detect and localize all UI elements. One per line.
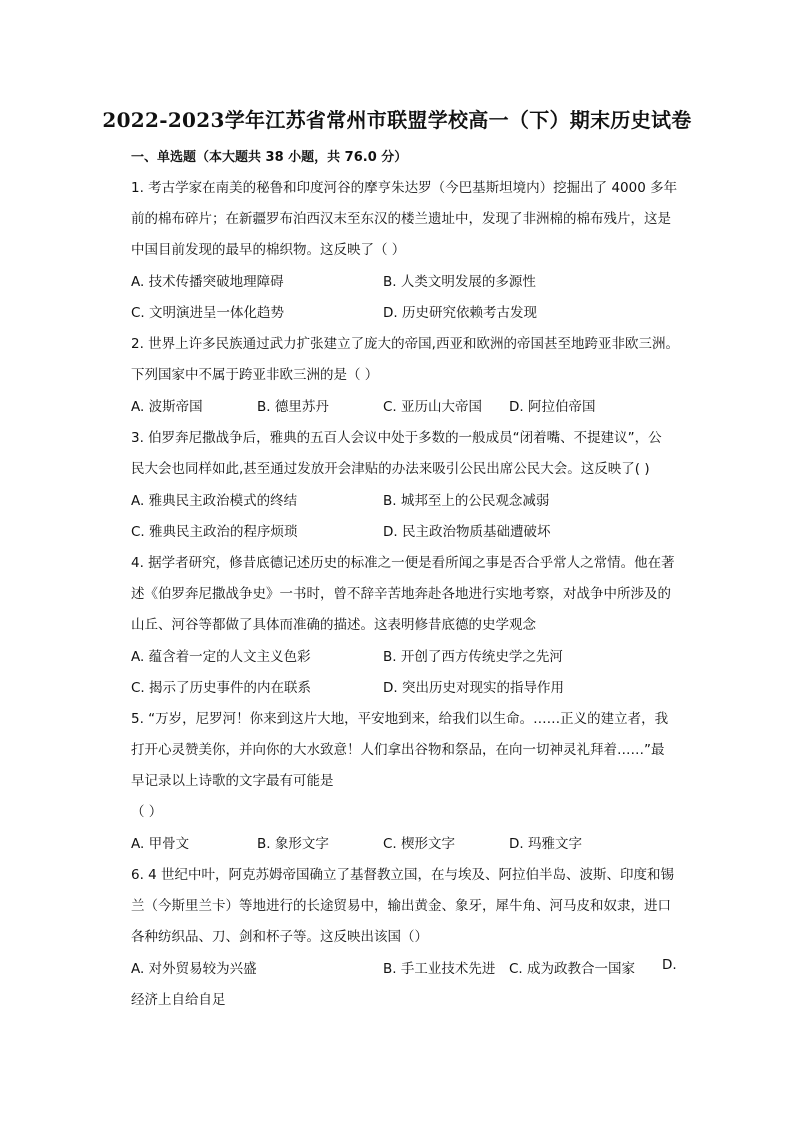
question-2-option-d[interactable]: D. 阿拉伯帝国 [509, 399, 596, 415]
question-4-line-1: 4. 据学者研究，修昔底德记述历史的标准之一便是看所闻之事是否合乎常人之常情。他在著 [131, 555, 675, 571]
question-1-option-d[interactable]: D. 历史研究依赖考古发现 [383, 305, 537, 321]
question-4-option-b[interactable]: B. 开创了西方传统史学之先河 [383, 649, 563, 665]
question-6-option-b[interactable]: B. 手工业技术先进 [383, 961, 496, 977]
question-1-line-2: 前的棉布碎片；在新疆罗布泊西汉末至东汉的楼兰遗址中，发现了非洲棉的棉布残片，这是 [131, 211, 671, 227]
question-3-option-b[interactable]: B. 城邦至上的公民观念减弱 [383, 493, 550, 509]
question-5-option-c[interactable]: C. 楔形文字 [383, 836, 456, 852]
question-6-line-3: 各种纺织品、刀、剑和杯子等。这反映出该国（） [131, 929, 428, 945]
question-1-option-a[interactable]: A. 技术传播突破地理障碍 [131, 274, 284, 290]
section-heading: 一、单选题（本大题共 38 小题，共 76.0 分） [131, 150, 408, 165]
question-2-option-a[interactable]: A. 波斯帝国 [131, 399, 203, 415]
question-2-option-b[interactable]: B. 德里苏丹 [257, 399, 329, 415]
question-2-option-c[interactable]: C. 亚历山大帝国 [383, 399, 483, 415]
question-5-line-2: 打开心灵赞美你，并向你的大水致意！人们拿出谷物和祭品，在向一切神灵礼拜着……”最 [131, 742, 665, 758]
question-5-line-3: 早记录以上诗歌的文字最有可能是 [131, 773, 334, 789]
question-5-option-a[interactable]: A. 甲骨文 [131, 836, 190, 852]
question-4-line-2: 述《伯罗奔尼撒战争史》一书时，曾不辞辛苦地奔赴各地进行实地考察，对战争中所涉及的 [131, 586, 671, 602]
question-6-line-1: 6. 4 世纪中叶，阿克苏姆帝国确立了基督教立国，在与埃及、阿拉伯半岛、波斯、印度和锡 [131, 867, 675, 883]
question-3-option-a[interactable]: A. 雅典民主政治模式的终结 [131, 493, 298, 509]
question-1-line-1: 1. 考古学家在南美的秘鲁和印度河谷的摩亨朱达罗（今巴基斯坦境内）挖掘出了 4000 多年 [131, 180, 678, 196]
question-3-line-2: 民大会也同样如此,甚至通过发放开会津贴的办法来吸引公民出席公民大会。这反映了( ) [131, 461, 650, 477]
page-title: 2022-2023学年江苏省常州市联盟学校高一（下）期末历史试卷 [102, 108, 692, 132]
question-1-option-c[interactable]: C. 文明演进呈一体化趋势 [131, 305, 285, 321]
question-6-option-a[interactable]: A. 对外贸易较为兴盛 [131, 961, 257, 977]
question-1-option-b[interactable]: B. 人类文明发展的多源性 [383, 274, 536, 290]
question-1-line-3: 中国目前发现的最早的棉织物。这反映了（ ） [131, 242, 406, 258]
question-2-line-1: 2. 世界上许多民族通过武力扩张建立了庞大的帝国,西亚和欧洲的帝国甚至地跨亚非欧三洲。 [131, 336, 679, 352]
question-3-line-1: 3. 伯罗奔尼撒战争后，雅典的五百人会议中处于多数的一般成员“闭着嘴、不提建议”，公 [131, 430, 662, 446]
question-2-line-2: 下列国家中不属于跨亚非欧三洲的是（ ） [131, 367, 379, 383]
question-4-option-c[interactable]: C. 揭示了历史事件的内在联系 [131, 680, 312, 696]
question-6-option-d[interactable]: D. [662, 957, 677, 973]
question-5-line-4: （ ） [131, 804, 163, 820]
question-5-option-d[interactable]: D. 玛雅文字 [509, 836, 582, 852]
question-6-line-2: 兰（今斯里兰卡）等地进行的长途贸易中，输出黄金、象牙，犀牛角、河马皮和奴隶，进口 [131, 898, 671, 914]
question-6-option-d-text[interactable]: 经济上自给自足 [131, 992, 226, 1008]
question-5-option-b[interactable]: B. 象形文字 [257, 836, 329, 852]
question-3-option-c[interactable]: C. 雅典民主政治的程序烦琐 [131, 524, 298, 540]
question-4-option-d[interactable]: D. 突出历史对现实的指导作用 [383, 680, 564, 696]
question-4-line-3: 山丘、河谷等都做了具体而准确的描述。这表明修昔底德的史学观念 [131, 617, 536, 633]
question-3-option-d[interactable]: D. 民主政治物质基础遭破坏 [383, 524, 551, 540]
question-6-option-c[interactable]: C. 成为政教合一国家 [509, 961, 636, 977]
question-4-option-a[interactable]: A. 蕴含着一定的人文主义色彩 [131, 649, 311, 665]
question-5-line-1: 5. “万岁，尼罗河！你来到这片大地，平安地到来，给我们以生命。……正义的建立者，我 [131, 711, 669, 727]
